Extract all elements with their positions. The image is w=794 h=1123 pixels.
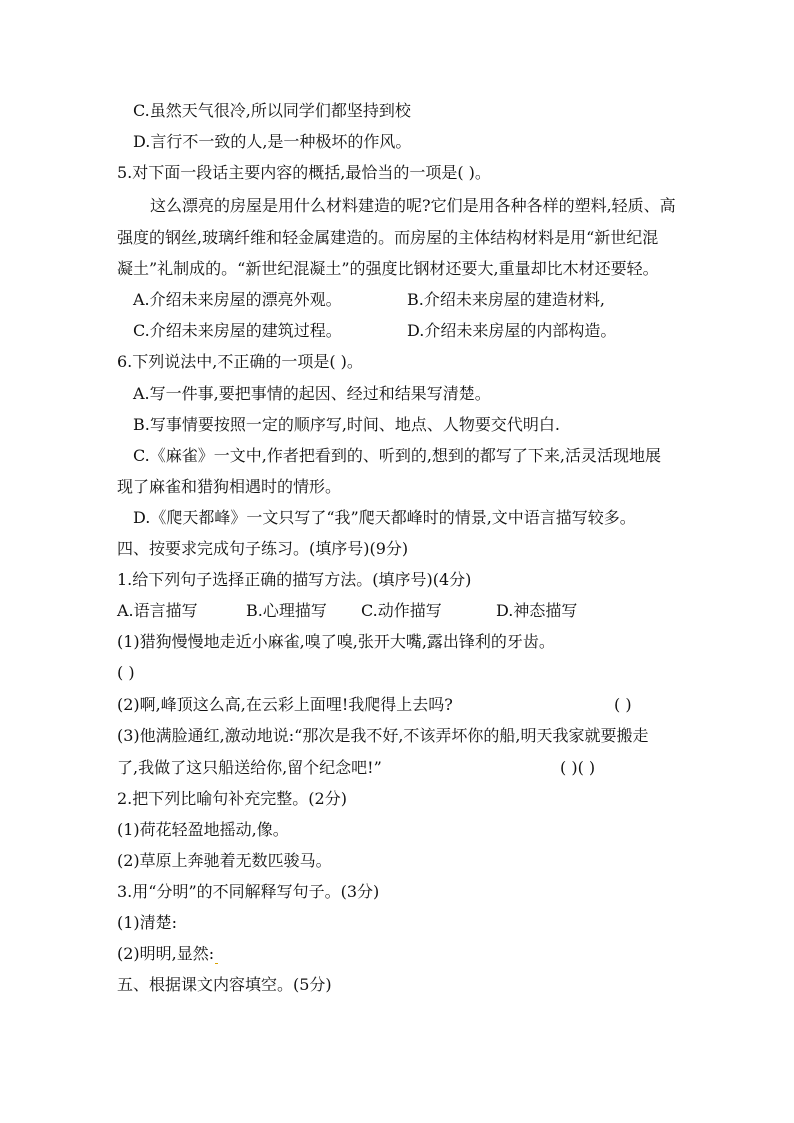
- q5-passage-line-1: 这么漂亮的房屋是用什么材料建造的呢?它们是用各种各样的塑料,轻质、高: [150, 196, 676, 215]
- q6-option-c-line-2: 现了麻雀和猎狗相遇时的情形。: [117, 477, 342, 496]
- method-option-c: C.动作描写: [361, 601, 442, 620]
- section-5-title: 五、根据课文内容填空。(5分): [117, 975, 332, 994]
- s4-sentence-3-line-1: (3)他满脸通红,激动地说:“那次是我不好,不该弄坏你的船,明天我家就要搬走: [117, 726, 649, 745]
- method-option-b: B.心理描写: [246, 601, 327, 620]
- s4-sentence-1-blank[interactable]: ( ): [117, 663, 135, 682]
- q5-passage-line-2: 强度的钢丝,玻璃纤维和轻金属建造的。而房屋的主体结构材料是用“新世纪混: [117, 228, 659, 247]
- s4-q3-sentence-2: (2)明明,显然:: [117, 944, 215, 963]
- q5-option-a: A.介绍未来房屋的漂亮外观。: [133, 290, 342, 309]
- q6-option-c-line-1: C.《麻雀》一文中,作者把看到的、听到的,想到的都写了下来,活灵活现地展: [133, 446, 662, 465]
- q6-stem: 6.下列说法中,不正确的一项是( )。: [117, 352, 363, 371]
- q5-option-c: C.介绍未来房屋的建筑过程。: [133, 321, 342, 340]
- s4-sentence-3-line-2: 了,我做了这只船送给你,留个纪念吧!”: [117, 758, 382, 777]
- q6-option-a: A.写一件事,要把事情的起因、经过和结果写清楚。: [133, 384, 491, 403]
- q6-option-d: D.《爬天都峰》一文只写了“我”爬天都峰时的情景,文中语言描写较多。: [133, 508, 636, 527]
- s4-sentence-2-blank[interactable]: ( ): [614, 695, 632, 714]
- section-4-title: 四、按要求完成句子练习。(填序号)(9分): [117, 539, 409, 558]
- q5-option-b: B.介绍未来房屋的建造材料,: [407, 290, 605, 309]
- s4-q2-sentence-1: (1)荷花轻盈地摇动,像。: [117, 820, 289, 839]
- s4-sentence-3-blanks[interactable]: ( )( ): [560, 758, 596, 777]
- s4-q2-stem: 2.把下列比喻句补充完整。(2分): [117, 789, 347, 808]
- q5-option-d: D.介绍未来房屋的内部构造。: [407, 321, 617, 340]
- method-option-d: D.神态描写: [496, 601, 578, 620]
- answer-mark: [215, 963, 218, 964]
- s4-q3-sentence-1: (1)清楚:: [117, 913, 178, 932]
- s4-q1-stem: 1.给下列句子选择正确的描写方法。(填序号)(4分): [117, 570, 472, 589]
- s4-sentence-1: (1)猎狗慢慢地走近小麻雀,嗅了嗅,张开大嘴,露出锋利的牙齿。: [117, 632, 555, 651]
- q4-option-d: D.言行不一致的人,是一种极坏的作风。: [133, 132, 412, 151]
- q6-option-b: B.写事情要按照一定的顺序写,时间、地点、人物要交代明白.: [133, 415, 561, 434]
- s4-sentence-2: (2)啊,峰顶这么高,在云彩上面哩!我爬得上去吗?: [117, 695, 453, 714]
- q5-stem: 5.对下面一段话主要内容的概括,最恰当的一项是( )。: [117, 163, 491, 182]
- s4-q3-sentence-2-row: [117, 944, 218, 964]
- q5-passage-line-3: 凝土”礼制成的。“新世纪混凝土”的强度比钢材还要大,重量却比木材还要轻。: [117, 259, 659, 278]
- q4-option-c: C.虽然天气很冷,所以同学们都坚持到校: [133, 101, 411, 120]
- s4-q3-stem: 3.用“分明”的不同解释写句子。(3分): [117, 882, 380, 901]
- s4-q2-sentence-2: (2)草原上奔驰着无数匹骏马。: [117, 851, 332, 870]
- method-option-a: A.语言描写: [117, 601, 198, 620]
